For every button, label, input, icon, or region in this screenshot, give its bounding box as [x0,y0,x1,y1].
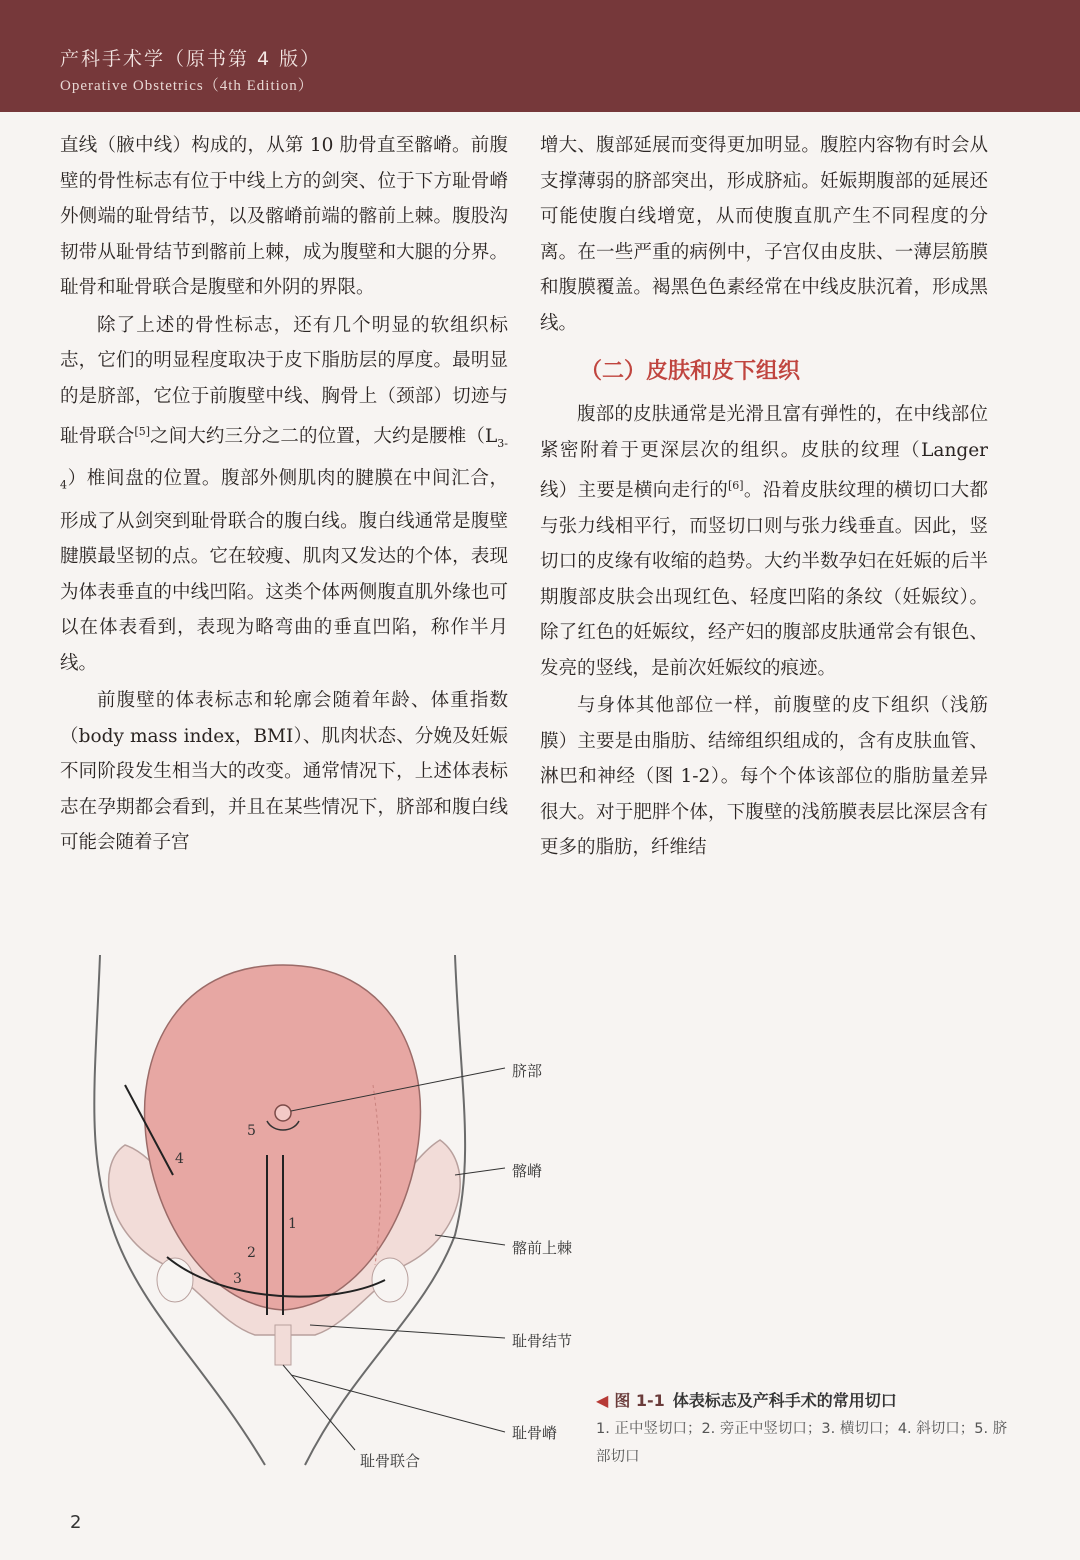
right-paragraph-1: 增大、腹部延展而变得更加明显。腹腔内容物有时会从支撑薄弱的脐部突出，形成脐疝。妊娠期腹部的延展还可能使腹白线增宽，从而使腹直肌产生不同程度的分离。在一些严重的病例中，子宫仅由皮肤、一薄层筋膜和腹膜覆盖。褐黑色色素经常在中线皮肤沉着，形成黑线。 [540,135,988,334]
caption-body: 1. 正中竖切口；2. 旁正中竖切口；3. 横切口；4. 斜切口；5. 脐部切口 [596,1421,1008,1465]
book-subtitle: Operative Obstetrics（4th Edition） [60,78,314,94]
label-pubic-tubercle: 耻骨结节 [512,1332,573,1350]
abdomen-illustration [55,935,595,1480]
obturator-right [372,1258,408,1302]
label-asis: 髂前上棘 [512,1239,573,1257]
caption-title [596,1388,1016,1411]
leader-pubic-tubercle [310,1325,505,1338]
label-pubic-crest: 耻骨嵴 [512,1424,558,1442]
symphysis-shape [275,1325,291,1365]
book-title: 产科手术学（原书第 4 版） [60,48,322,70]
incision-number-2: 2 [247,1245,256,1261]
umbilicus-mark [275,1105,291,1121]
leader-asis [435,1235,505,1245]
subscript: 3-4 [60,436,508,493]
leader-pubic-crest [291,1375,505,1432]
caption-arrow-icon: ◀ [596,1391,609,1410]
section-heading: （二）皮肤和皮下组织 [580,359,801,384]
incision-number-4: 4 [175,1151,184,1167]
text-segment: 腹部的皮肤通常是光滑且富有弹性的，在中线部位紧密附着于更深层次的组织。皮肤的纹理（Langer 线）主要是横向走行的 [540,404,988,502]
text-segment: 之间大约三分之二的位置，大约是腰椎（L [150,426,498,448]
left-column [60,128,508,861]
figure-caption [596,1388,1016,1471]
label-iliac-crest: 髂嵴 [512,1162,543,1180]
page-number: 2 [70,1512,82,1533]
page-header [0,0,1080,112]
text-segment: ）椎间盘的位置。腹部外侧肌肉的腱膜在中间汇合，形成了从剑突到耻骨联合的腹白线。腹白线通常是腹壁腱膜最坚韧的点。它在较瘦、肌肉又发达的个体，表现为体表垂直的中线凹陷。这类个体两侧腹直肌外缘也可以在体表看到，表现为略弯曲的垂直凹陷，称作半月线。 [60,468,508,674]
left-paragraph-2 [60,308,508,682]
text-segment: 除了上述的骨性标志，还有几个明显的软组织标志，它们的明显程度取决于皮下脂肪层的厚度。最明显的是脐部，它位于前腹壁中线、胸骨上（颈部）切迹与耻骨联合 [60,314,508,448]
citation-ref: [6] [728,479,744,492]
figure-number: 图 1-1 [614,1391,665,1410]
text-segment: 。沿着皮肤纹理的横切口大都与张力线相平行，而竖切口则与张力线垂直。因此，竖切口的皮缘有收缩的趋势。大约半数孕妇在妊娠的后半期腹部皮肤会出现红色、轻度凹陷的条纹（妊娠纹）。除了红色的妊娠纹，经产妇的腹部皮肤通常会有银色、发亮的竖线，是前次妊娠纹的痕迹。 [540,480,988,679]
right-paragraph-3: 与身体其他部位一样，前腹壁的皮下组织（浅筋膜）主要是由脂肪、结缔组织组成的，含有皮肤血管、淋巴和神经（图 1-2）。每个个体该部位的脂肪量差异很大。对于肥胖个体，下腹壁的浅筋膜表层比深层含有更多的脂肪，纤维结 [540,695,988,859]
incision-number-3: 3 [233,1271,242,1287]
label-umbilicus: 脐部 [512,1062,543,1080]
left-paragraph-3: 前腹壁的体表标志和轮廓会随着年龄、体重指数（body mass index，BMI）、肌肉状态、分娩及妊娠不同阶段发生相当大的改变。通常情况下，上述体表标志在孕期都会看到，并且在某些情况下，脐部和腹白线可能会随着子宫 [60,690,508,854]
left-paragraph-1: 直线（腋中线）构成的，从第 10 肋骨直至髂嵴。前腹壁的骨性标志有位于中线上方的剑突、位于下方耻骨嵴外侧端的耻骨结节，以及髂嵴前端的髂前上棘。腹股沟韧带从耻骨结节到髂前上棘，成为腹壁和大腿的分界。耻骨和耻骨联合是腹壁和外阴的界限。 [60,135,508,298]
obturator-left [157,1258,193,1302]
leader-iliac-crest [455,1168,505,1175]
incision-number-1: 1 [288,1216,297,1232]
right-column [540,128,988,866]
caption-title-text: 体表标志及产科手术的常用切口 [672,1391,897,1410]
right-paragraph-2 [540,397,988,686]
incision-number-5: 5 [247,1123,256,1139]
citation-ref: [5] [134,425,151,438]
label-pubic-symphysis: 耻骨联合 [360,1452,421,1470]
abdomen-svg [55,935,595,1480]
